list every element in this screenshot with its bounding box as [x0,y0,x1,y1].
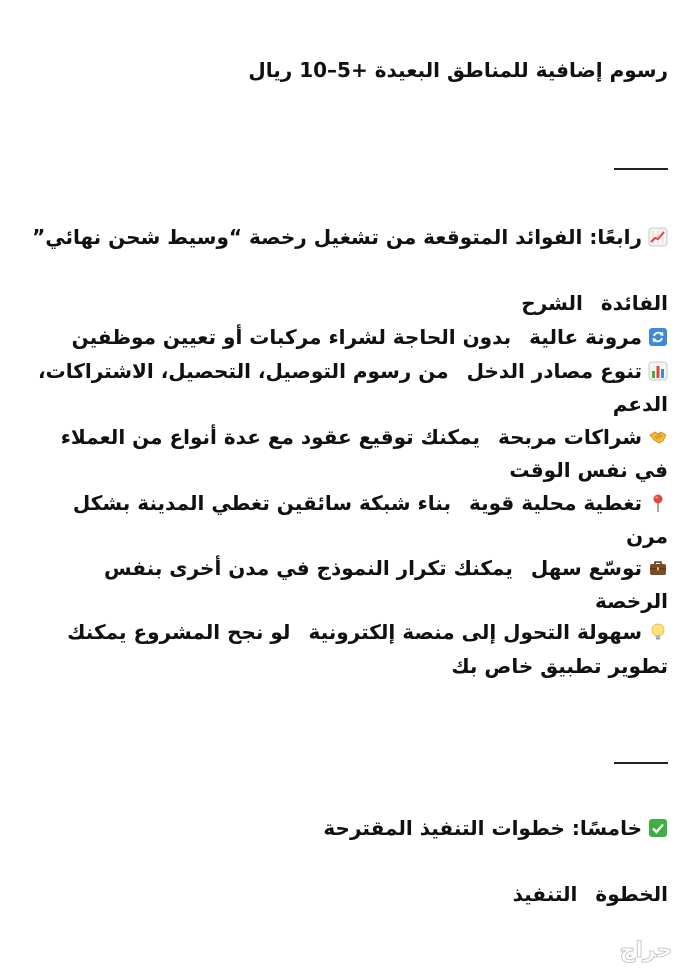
lightbulb-icon [648,619,668,639]
section5-table-header [30,878,668,911]
benefit-explanation-cont: الرخصة [594,589,668,613]
briefcase-icon [648,555,668,575]
header-step: الخطوة [595,882,668,906]
benefit-row [30,421,668,454]
benefit-row [30,487,668,520]
benefit-row [30,321,668,354]
benefit-explanation-cont: تطوير تطبيق خاص بك [451,654,668,678]
header-explanation: الشرح [521,291,583,315]
benefit-explanation: لو نجح المشروع يمكنك [67,620,291,644]
benefit-label: توسّع سهل [530,556,642,580]
benefit-explanation-cont: في نفس الوقت [509,458,668,482]
check-mark-button-icon [648,815,668,835]
benefit-label: شراكات مربحة [497,425,642,449]
fee-line: رسوم إضافية للمناطق البعيدة +5–10 ريال [248,58,668,82]
section5-title-row [30,812,668,845]
watermark-text: حراج [619,938,673,963]
divider [614,762,668,764]
chart-increasing-icon [648,224,668,244]
section4-table-header [30,287,668,320]
benefit-label: مرونة عالية [529,325,642,349]
section5-title: خامسًا: خطوات التنفيذ المقترحة [323,816,642,840]
bar-chart-icon [648,358,668,378]
handshake-icon [648,424,668,444]
benefit-explanation-cont: مرن [626,524,668,548]
section4-title-row [30,221,668,254]
benefit-explanation: بناء شبكة سائقين تغطي المدينة بشكل [72,491,451,515]
benefit-explanation: بدون الحاجة لشراء مركبات أو تعيين موظفين [71,325,512,349]
header-execution: التنفيذ [512,882,578,906]
benefit-explanation: يمكنك تكرار النموذج في مدن أخرى بنفس [103,556,513,580]
benefit-explanation: يمكنك توقيع عقود مع عدة أنواع من العملاء [60,425,480,449]
divider [614,168,668,170]
refresh-icon [648,324,668,344]
section4-title: رابعًا: الفوائد المتوقعة من تشغيل رخصة “وسيط شحن نهائي” [32,225,642,249]
benefit-row [30,355,668,388]
benefit-label: سهولة التحول إلى منصة إلكترونية [308,620,642,644]
benefit-label: تغطية محلية قوية [468,491,642,515]
pin-icon [648,490,668,510]
benefit-label: تنوع مصادر الدخل [466,359,642,383]
haraj-logo-icon [598,936,694,964]
benefit-row [30,616,668,649]
benefit-row [30,552,668,585]
header-benefit: الفائدة [600,291,668,315]
benefit-explanation: من رسوم التوصيل، التحصيل، الاشتراكات، [38,359,449,383]
benefit-explanation-cont: الدعم [612,392,668,416]
